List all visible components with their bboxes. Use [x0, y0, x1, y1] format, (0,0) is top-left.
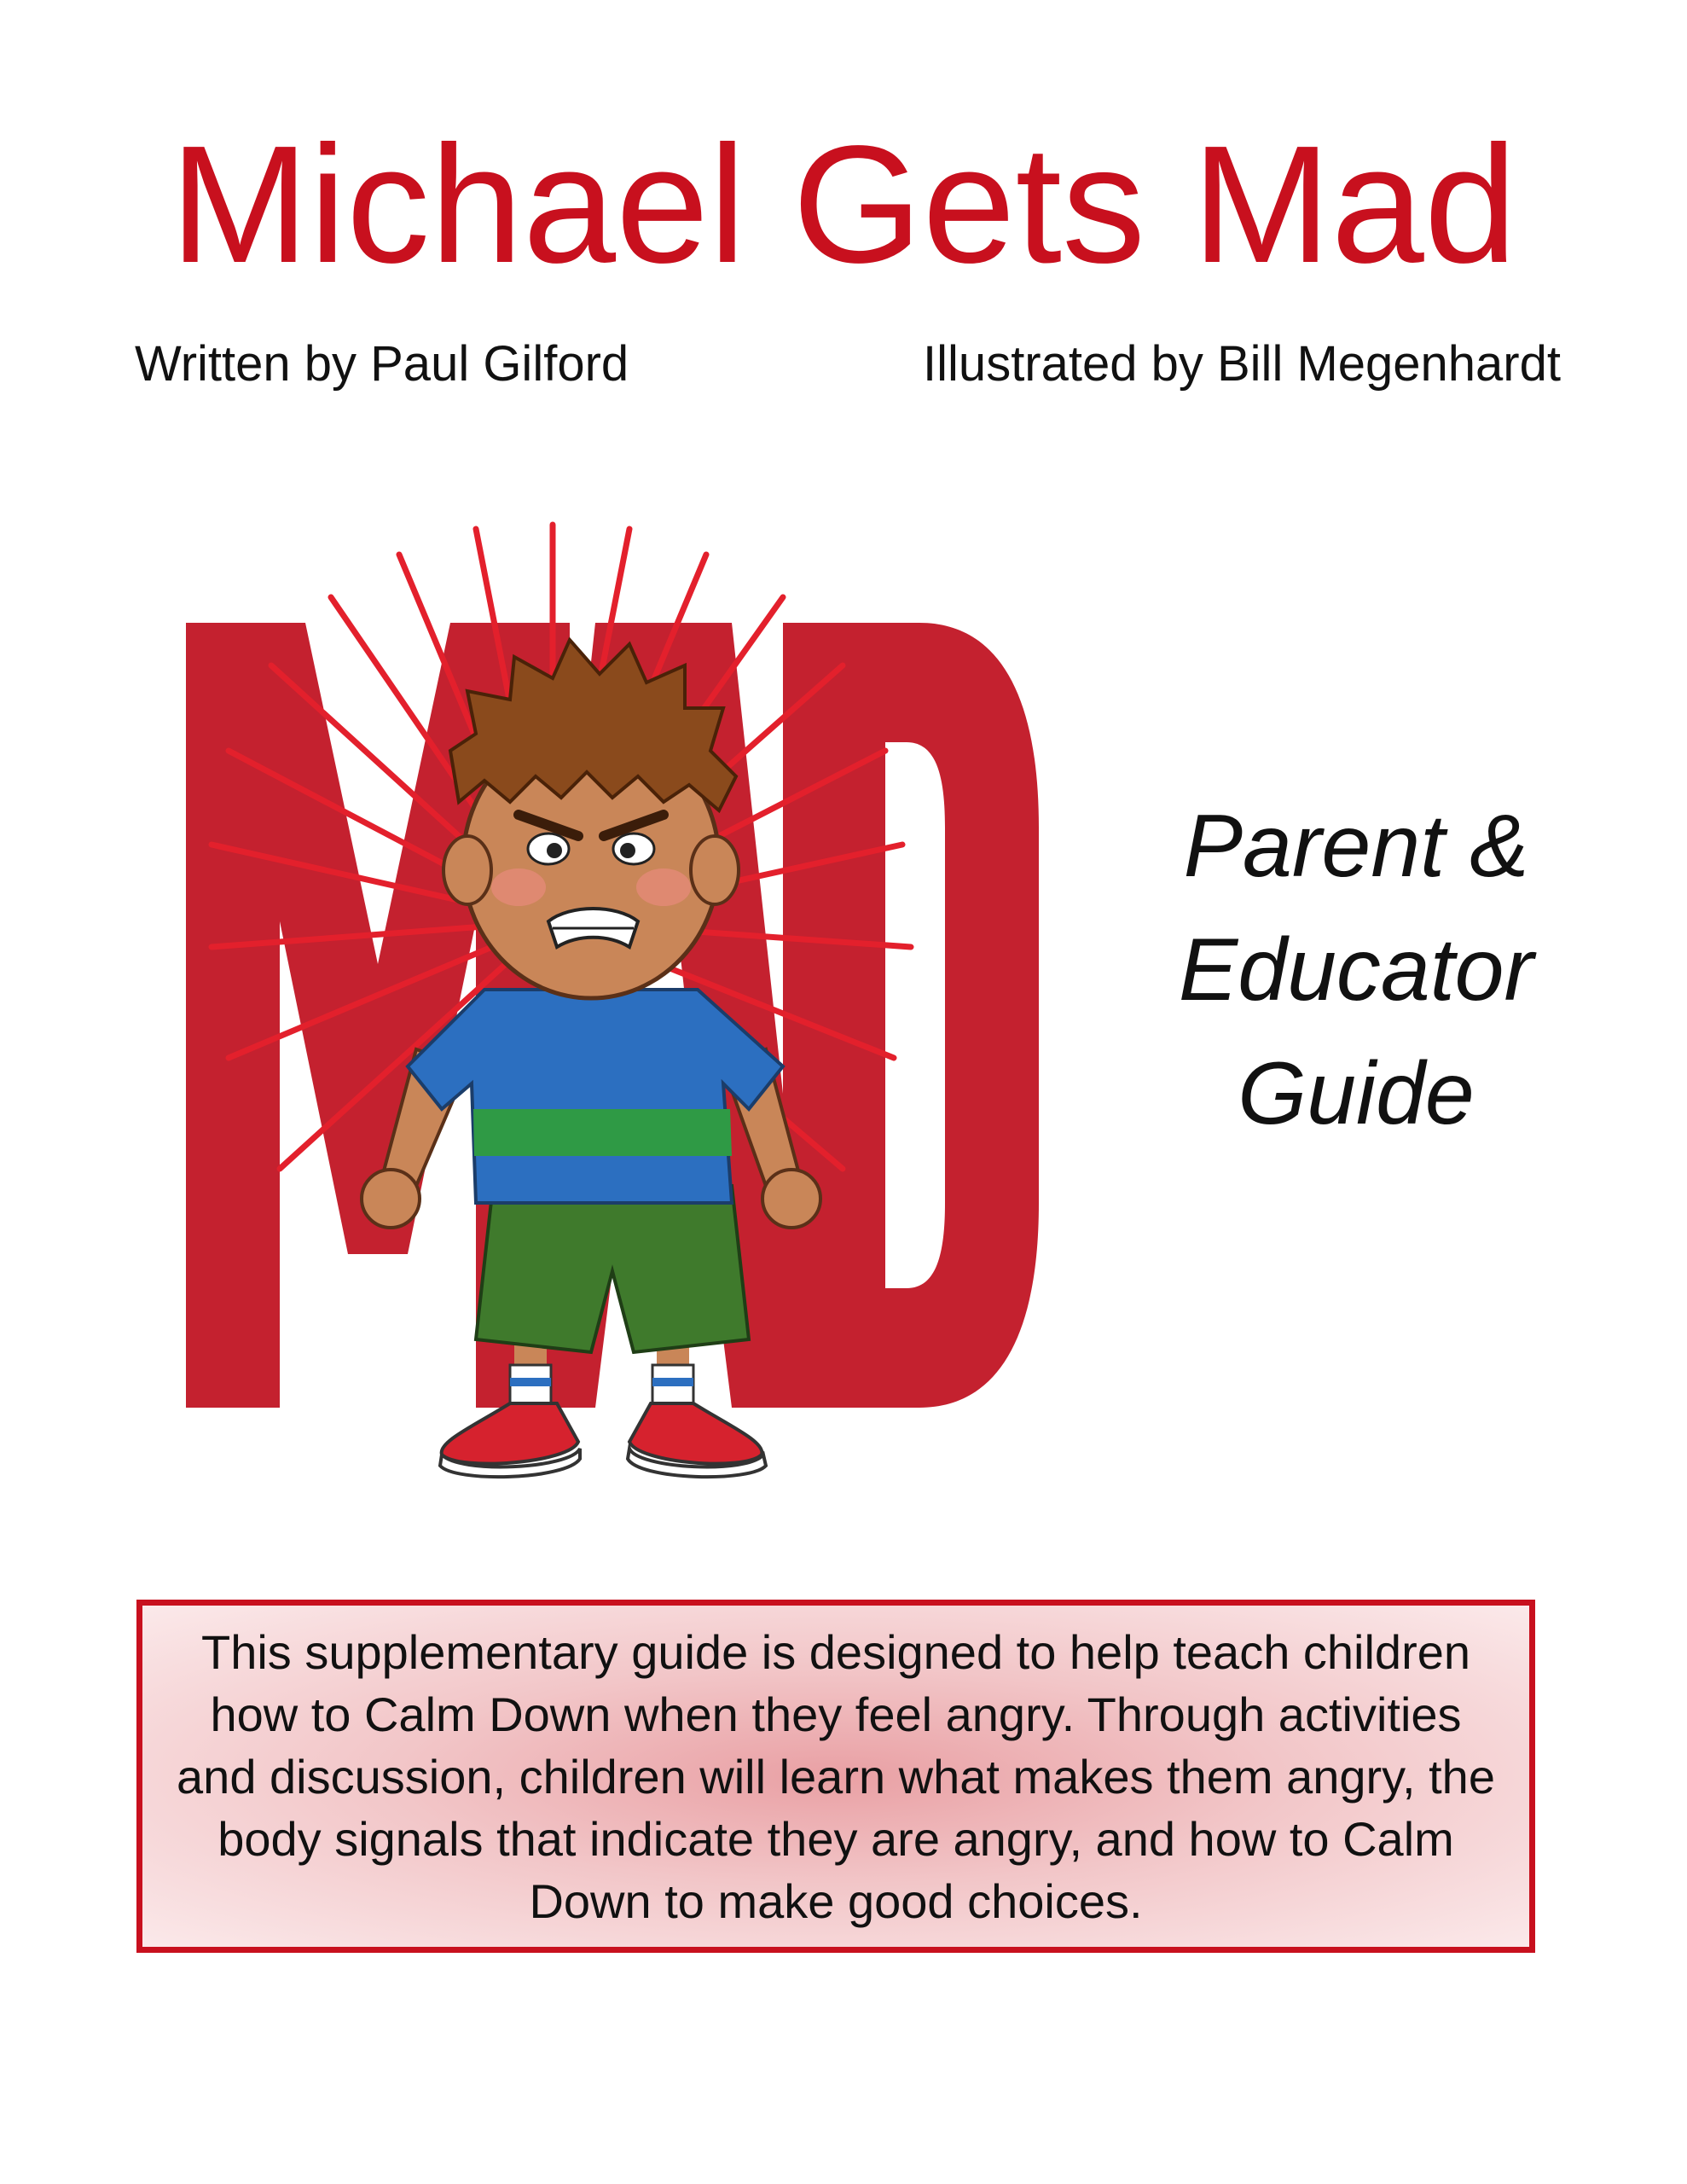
cover-illustration — [135, 520, 1056, 1502]
summary-box — [136, 1600, 1535, 1953]
mad-boy-illustration — [135, 520, 1056, 1502]
left-fist — [362, 1170, 420, 1228]
guide-title-line-3: Guide — [1238, 1044, 1475, 1143]
guide-title — [1100, 785, 1612, 1156]
author-credit: Written by Paul Gilford — [135, 336, 629, 392]
green-shorts — [476, 1186, 749, 1352]
book-title: Michael Gets Mad — [170, 111, 1517, 298]
summary-text: This supplementary guide is designed to help teach children how to Calm Down when they feel angry. Through activities and discussion, children will learn what makes them angry, the body signals that indicate they are angry, and how to Calm Down to make good choices. — [177, 1624, 1495, 1928]
red-sneakers — [440, 1403, 766, 1477]
right-fist — [762, 1170, 820, 1228]
letter-d — [783, 623, 1039, 1408]
guide-title-line-1: Parent & — [1183, 797, 1529, 896]
guide-title-line-2: Educator — [1178, 921, 1534, 1019]
illustrator-credit: Illustrated by Bill Megenhardt — [923, 336, 1561, 392]
